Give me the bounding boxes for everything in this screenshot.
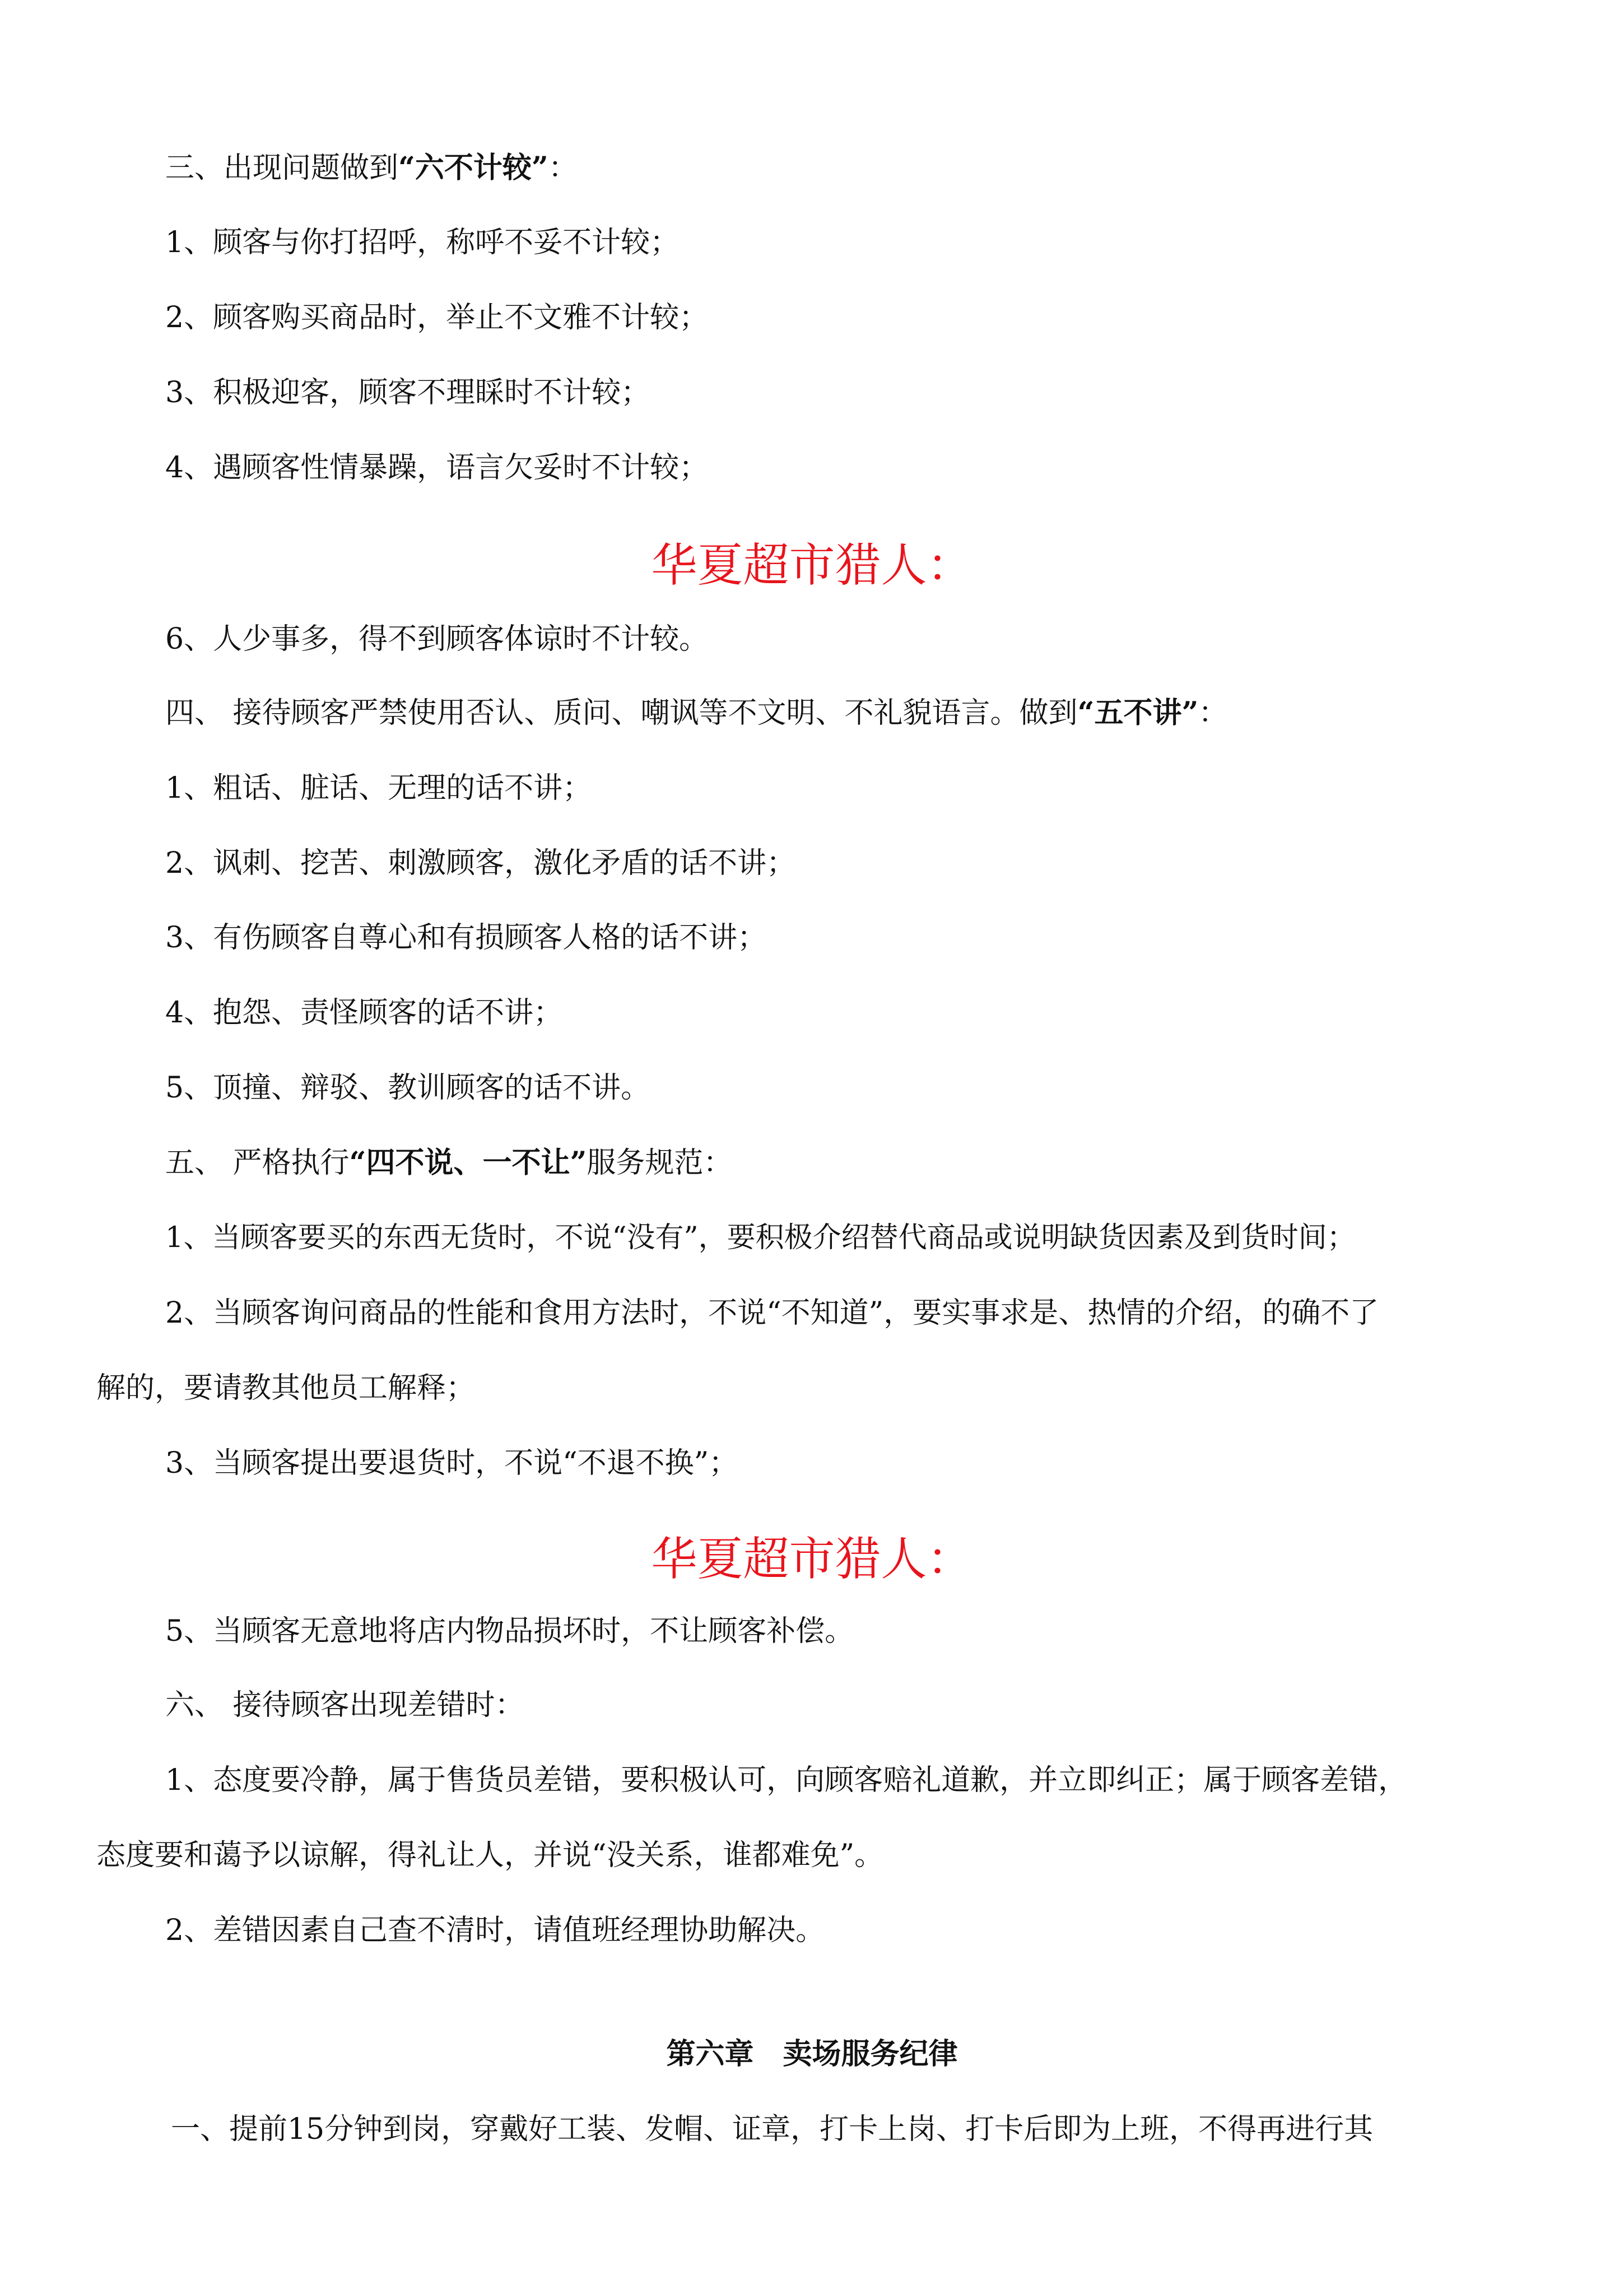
list-item: 2、当顾客询问商品的性能和食用方法时，不说“不知道”，要实事求是、热情的介绍，的确不了: [165, 1296, 1379, 1330]
list-item: 3、积极迎客，顾客不理睬时不计较；: [165, 376, 650, 410]
chapter-paragraph: 一、提前15分钟到岗，穿戴好工装、发帽、证章，打卡上岗、打卡后即为上班，不得再进行其: [171, 2112, 1374, 2146]
list-item: 2、讽刺、挖苦、刺激顾客，激化矛盾的话不讲；: [165, 846, 796, 880]
list-item: 5、当顾客无意地将店内物品损坏时，不让顾客补偿。: [165, 1614, 854, 1648]
watermark-text: 华夏超市猎人：: [651, 539, 973, 592]
list-item: 1、态度要冷静，属于售货员差错，要积极认可，向顾客赔礼道歉，并立即纠正；属于顾客差错，: [165, 1763, 1408, 1797]
list-item: 1、粗话、脏话、无理的话不讲；: [165, 771, 592, 805]
list-item: 2、顾客购买商品时，举止不文雅不计较；: [165, 301, 709, 334]
section-5-heading-text: 五、 严格执行: [165, 1146, 350, 1180]
section-5-heading: [0, 1143, 1624, 1183]
section-3-heading-emphasis: “六不计较”: [398, 151, 548, 185]
list-item: 3、当顾客提出要退货时，不说“不退不换”；: [165, 1446, 738, 1480]
section-6-heading: 六、 接待顾客出现差错时：: [165, 1688, 524, 1722]
section-3-heading: [0, 148, 1624, 188]
list-item: 1、顾客与你打招呼，称呼不妥不计较；: [165, 226, 680, 259]
chapter-title: 第六章 卖场服务纪律: [666, 2037, 958, 2071]
section-4-heading-text: 四、 接待顾客严禁使用否认、质问、嘲讽等不文明、不礼貌语言。做到: [165, 696, 1078, 730]
list-item: 4、抱怨、责怪顾客的话不讲；: [165, 996, 563, 1030]
list-item: 5、顶撞、辩驳、教训顾客的话不讲。: [165, 1071, 650, 1105]
list-item: 1、当顾客要买的东西无货时，不说“没有”，要积极介绍替代商品或说明缺货因素及到货时间；: [165, 1221, 1356, 1254]
section-5-heading-suffix: 服务规范：: [587, 1146, 733, 1180]
list-item: 2、差错因素自己查不清时，请值班经理协助解决。: [165, 1914, 825, 1947]
watermark-text: 华夏超市猎人：: [651, 1533, 973, 1586]
section-4-heading-colon: ：: [1198, 696, 1228, 730]
section-4-heading-emphasis: “五不讲”: [1077, 696, 1199, 730]
section-5-heading-emphasis: “四不说、一不让”: [349, 1146, 587, 1180]
section-3-heading-colon: ：: [548, 151, 578, 185]
list-item-continuation: 解的，要请教其他员工解释；: [96, 1371, 476, 1405]
list-item: 4、遇顾客性情暴躁，语言欠妥时不计较；: [165, 451, 709, 485]
section-4-heading: [0, 693, 1624, 733]
section-3-heading-text: 三、出现问题做到: [165, 151, 399, 185]
list-item-continuation: 态度要和蔼予以谅解，得礼让人，并说“没关系，谁都难免”。: [96, 1839, 884, 1872]
list-item: 3、有伤顾客自尊心和有损顾客人格的话不讲；: [165, 921, 767, 955]
list-item: 6、人少事多，得不到顾客体谅时不计较。: [165, 622, 709, 656]
